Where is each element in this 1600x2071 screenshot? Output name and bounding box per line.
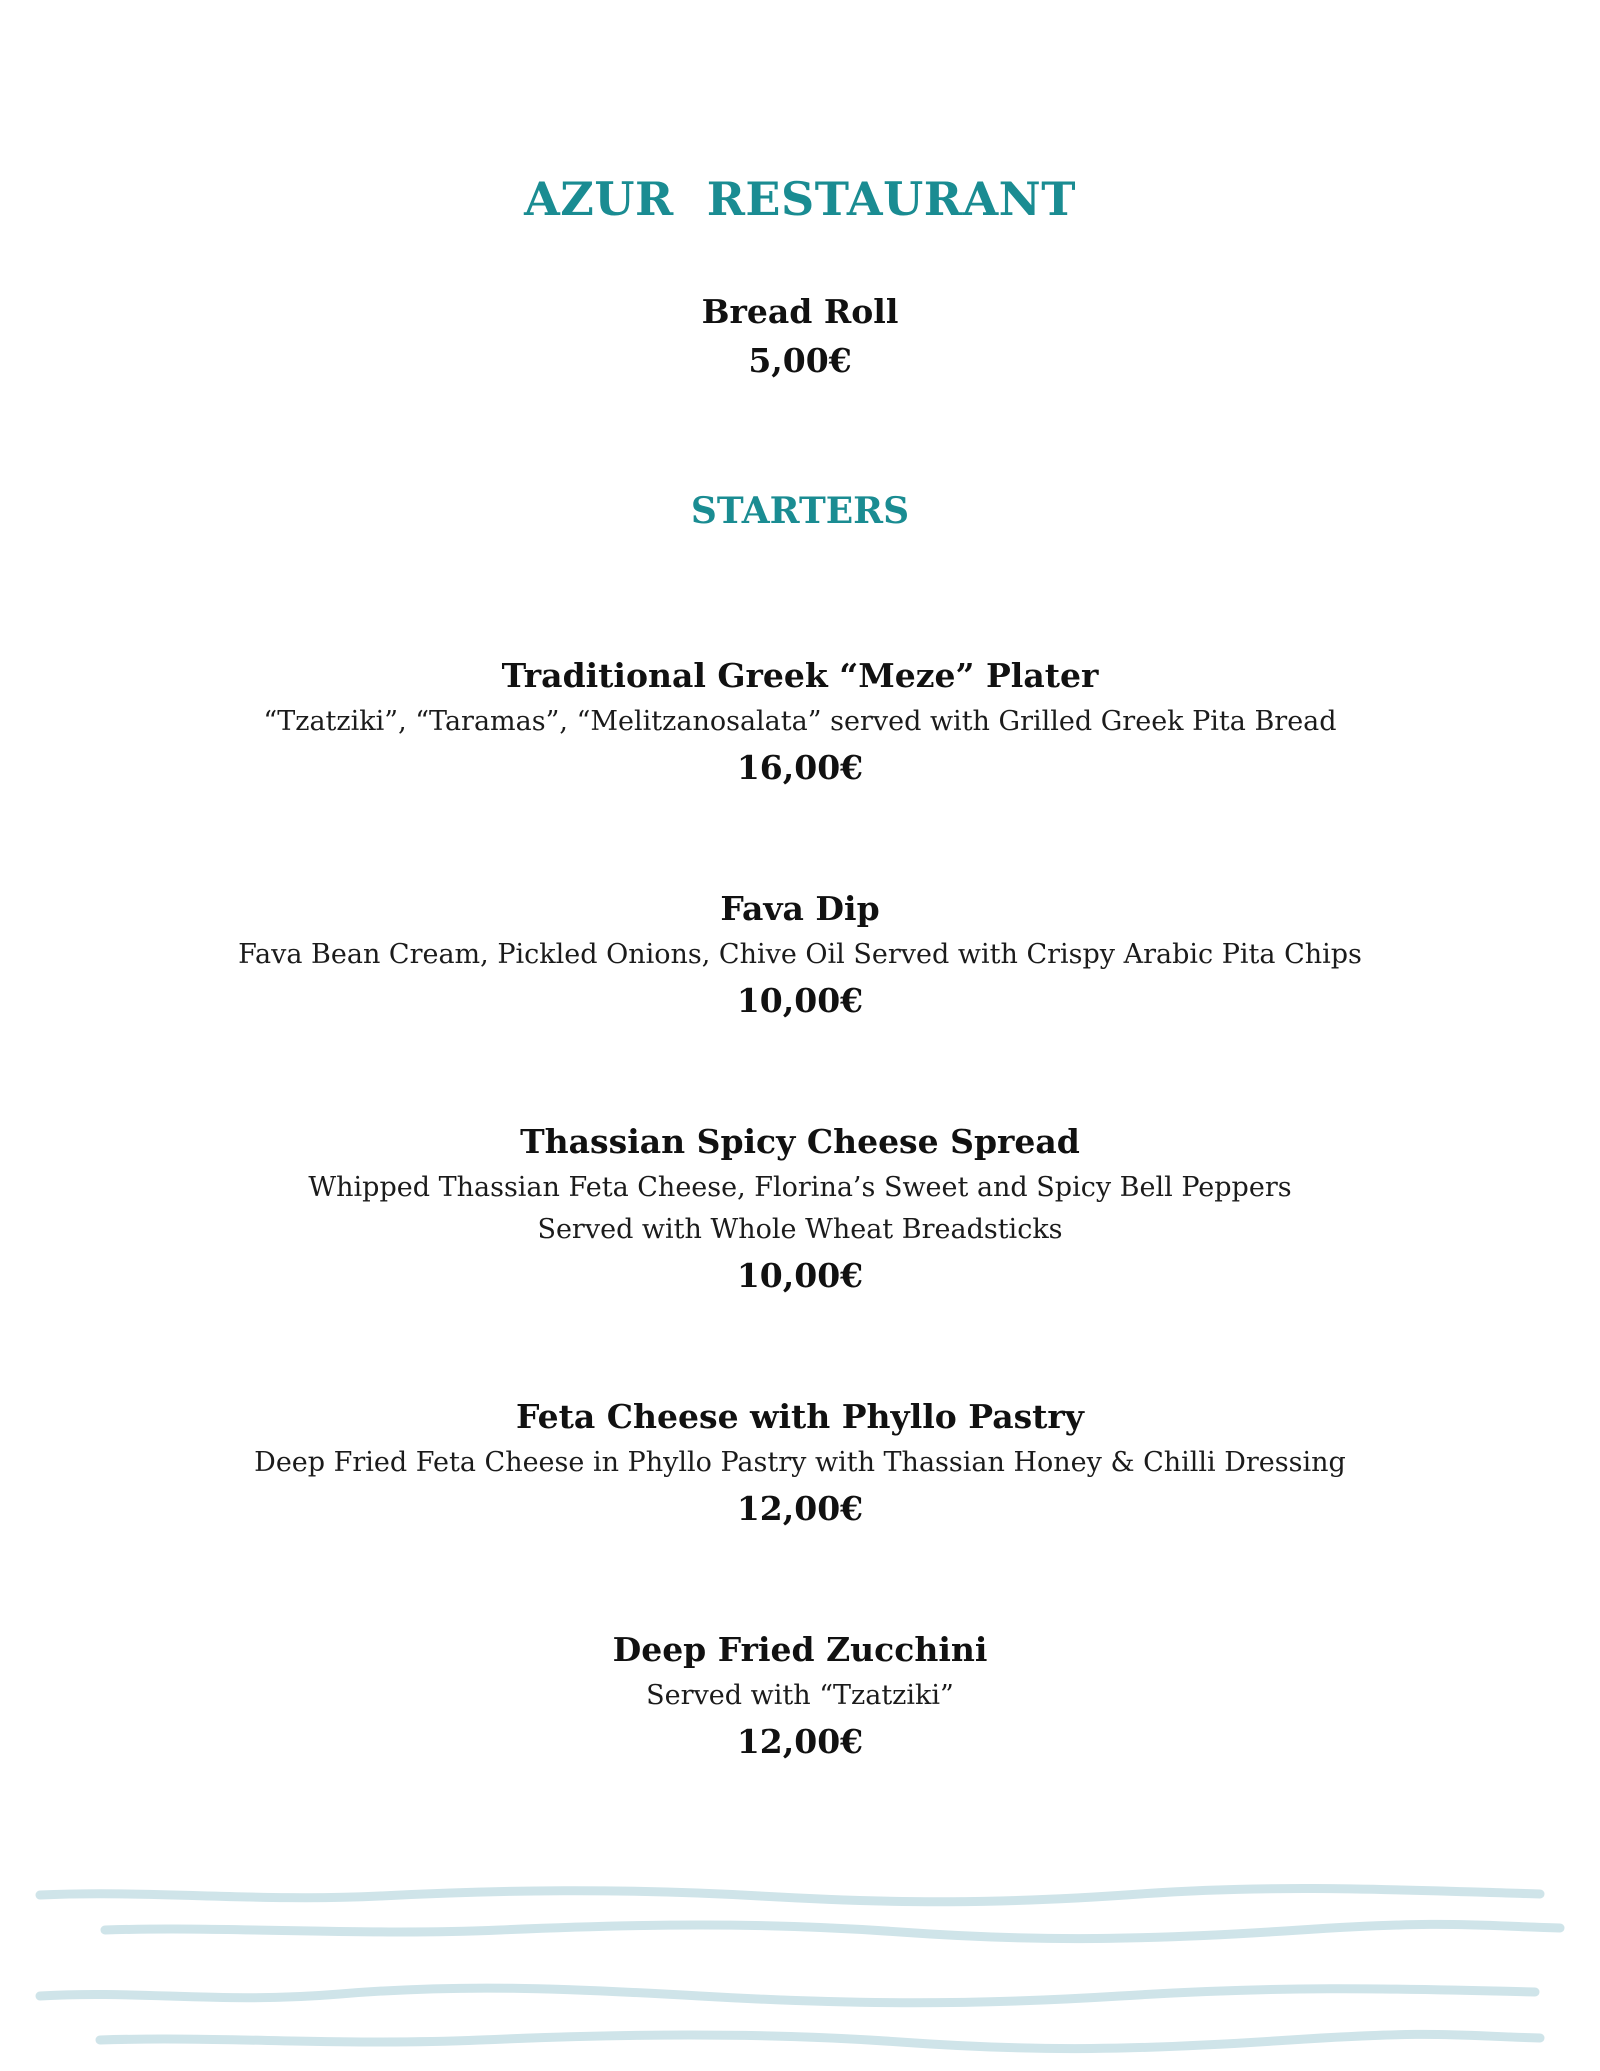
menu-item-price: 12,00€ [736,1722,864,1761]
wave-line [100,2034,1540,2048]
wave-line [40,1988,1535,2003]
menu-item-description: “Tzatziki”, “Taramas”, “Melitzanosalata” served with Grilled Greek Pita Bread [263,706,1337,737]
restaurant-title: AZUR RESTAURANT [524,172,1076,226]
menu-item-name: Feta Cheese with Phyllo Pastry [516,1397,1084,1436]
wave-line [105,1924,1560,1938]
wave-line [40,1889,1540,1902]
menu-item-price: 10,00€ [736,1256,864,1295]
bread-roll-name: Bread Roll [701,292,899,331]
menu-item-description: Served with “Tzatziki” [646,1680,954,1711]
menu-item-description: Whipped Thassian Feta Cheese, Florina’s Sweet and Spicy Bell Peppers [308,1172,1292,1203]
menu-item-description: Served with Whole Wheat Breadsticks [537,1214,1063,1245]
menu-item-name: Traditional Greek “Meze” Plater [501,656,1099,695]
menu-item-name: Fava Dip [720,889,880,928]
menu-item-price: 12,00€ [736,1489,864,1528]
decorative-waves [0,1860,1600,2071]
menu-item-price: 10,00€ [736,981,864,1020]
section-title-starters: STARTERS [690,490,910,532]
menu-item-name: Deep Fried Zucchini [612,1630,988,1669]
bread-roll-price: 5,00€ [748,341,852,380]
menu-item-price: 16,00€ [736,748,864,787]
menu-item-description: Deep Fried Feta Cheese in Phyllo Pastry with Thassian Honey & Chilli Dressing [254,1447,1346,1478]
menu-item-description: Fava Bean Cream, Pickled Onions, Chive Oil Served with Crispy Arabic Pita Chips [238,939,1362,970]
menu-item-name: Thassian Spicy Cheese Spread [520,1122,1080,1161]
